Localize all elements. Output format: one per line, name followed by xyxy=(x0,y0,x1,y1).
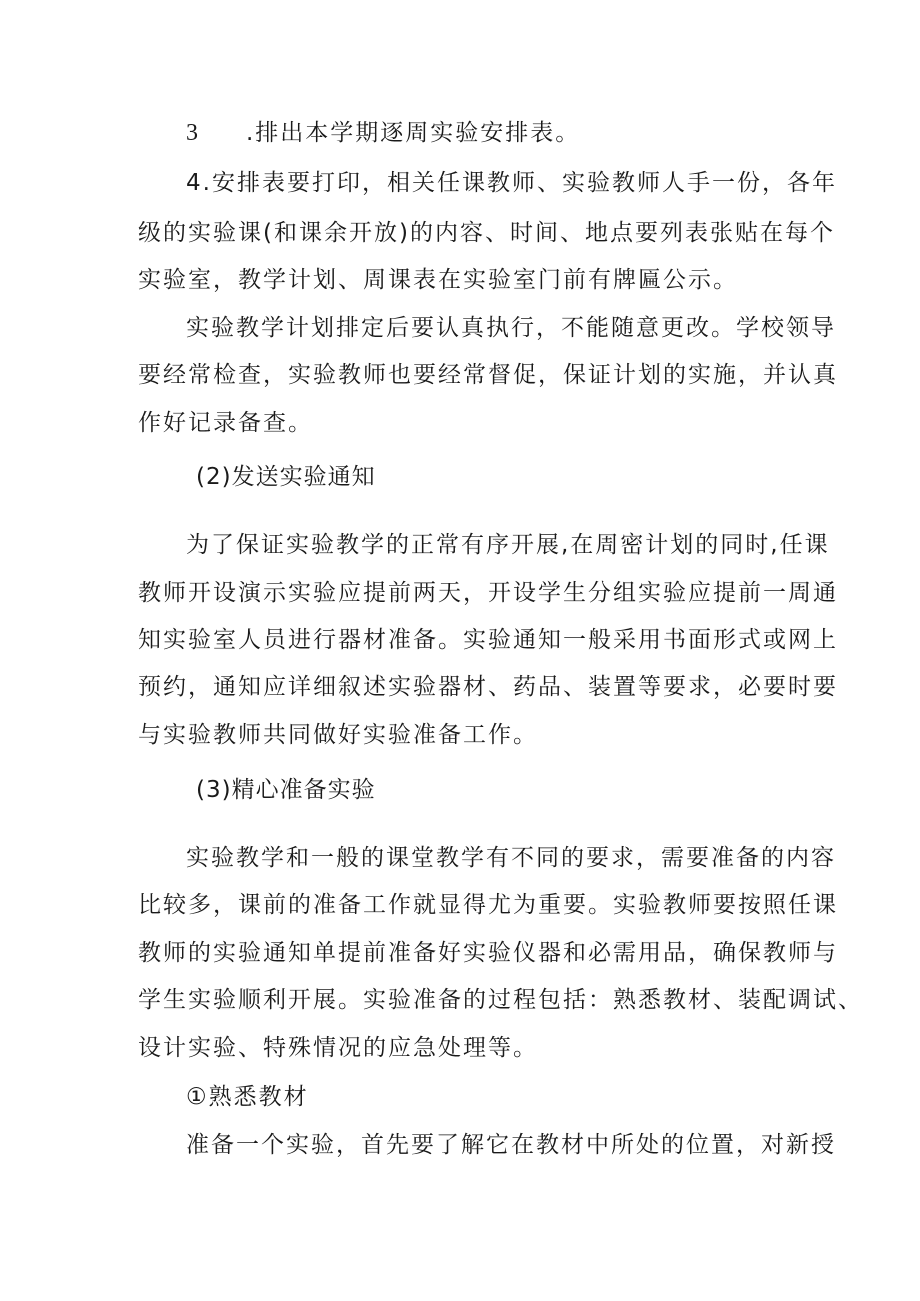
paragraph-line: 设计实验、特殊情况的应急处理等。 xyxy=(138,1035,538,1061)
paragraph-line: 知实验室人员进行器材准备。实验通知一般采用书面形式或网上 xyxy=(138,627,838,653)
paragraph-line: 教师的实验通知单提前准备好实验仪器和必需用品，确保教师与 xyxy=(138,940,838,966)
paragraph-line: 为了保证实验教学的正常有序开展,在周密计划的同时,任课 xyxy=(186,532,830,558)
paragraph-line: 与实验教师共同做好实验准备工作。 xyxy=(138,722,538,748)
paragraph-line: 实验教学计划排定后要认真执行，不能随意更改。学校领导 xyxy=(186,315,836,341)
paragraph-line: 预约，通知应详细叙述实验器材、药品、装置等要求，必要时要 xyxy=(138,674,838,700)
paragraph-line: 学生实验顺利开展。实验准备的过程包括：熟悉教材、装配调试、 xyxy=(138,987,863,1013)
paragraph-line: 实验教学和一般的课堂教学有不同的要求，需要准备的内容 xyxy=(186,845,836,871)
paragraph-line: 4.安排表要打印，相关任课教师、实验教师人手一份，各年 xyxy=(186,170,837,196)
subsection-heading: ①熟悉教材 xyxy=(186,1084,309,1110)
paragraph-line: 准备一个实验，首先要了解它在教材中所处的位置，对新授 xyxy=(186,1132,836,1158)
list-item-number: 3 xyxy=(186,120,198,146)
paragraph-line: 比较多，课前的准备工作就显得尤为重要。实验教师要按照任课 xyxy=(138,892,838,918)
list-item-text: .排出本学期逐周实验安排表。 xyxy=(246,120,581,146)
paragraph-line: 级的实验课(和课余开放)的内容、时间、地点要列表张贴在每个 xyxy=(138,220,835,246)
section-heading: (2)发送实验通知 xyxy=(196,464,376,490)
paragraph-line: 教师开设演示实验应提前两天，开设学生分组实验应提前一周通 xyxy=(138,580,838,606)
section-heading: (3)精心准备实验 xyxy=(196,777,376,803)
paragraph-line: 作好记录备查。 xyxy=(138,410,313,436)
paragraph-line: 实验室，教学计划、周课表在实验室门前有牌匾公示。 xyxy=(138,267,738,293)
paragraph-line: 要经常检查，实验教师也要经常督促，保证计划的实施，并认真 xyxy=(138,362,838,388)
